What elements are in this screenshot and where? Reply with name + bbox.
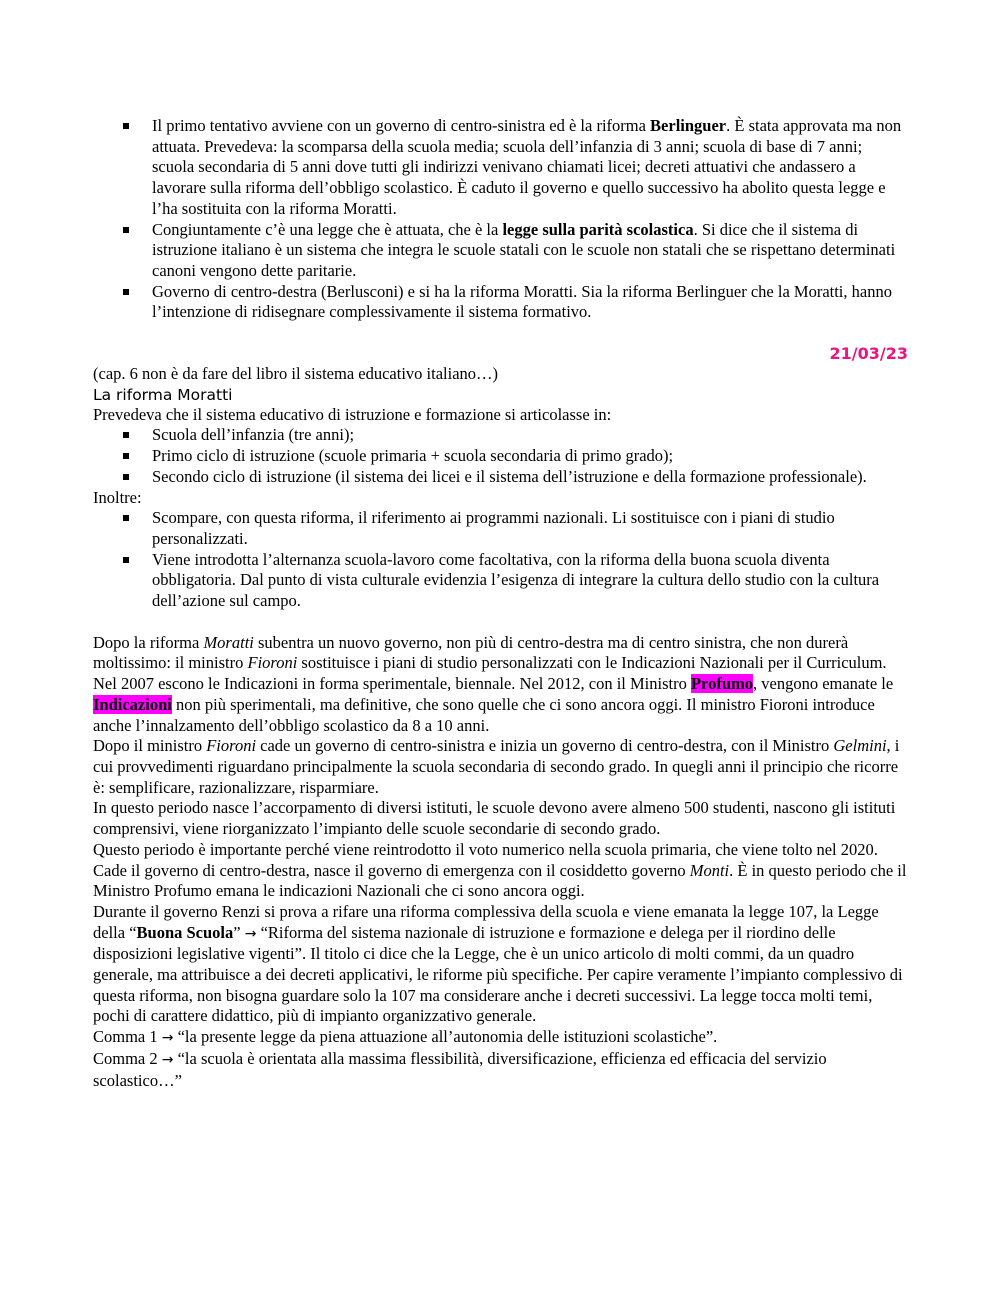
square-bullet-icon — [123, 557, 129, 563]
spacer — [93, 612, 908, 633]
square-bullet-icon — [123, 289, 129, 295]
paragraph-accorpamento: In questo periodo nasce l’accorpamento di diversi istituti, le scuole devono avere almeno 500 studenti, nascono gli istituti comprensivi, viene riorganizzato l’impianto delle scuole secondarie di secondo grado. — [93, 798, 896, 839]
inoltre-label: Inoltre: — [93, 487, 142, 507]
highlight-indicazioni: Indicazioni — [93, 694, 172, 714]
list-item: Governo di centro-destra (Berlusconi) e si ha la riforma Moratti. Sia la riforma Berlinguer che la Moratti, hanno l’intenzione di ridisegnare complessivamente il sistema formativo. — [93, 282, 908, 323]
paragraph-comma-2: Comma 2 → “la scuola è orientata alla massima flessibilità, diversificazione, efficienza ed efficacia del servizio scolastico…” — [93, 1048, 827, 1090]
list-item: Congiuntamente c’è una legge che è attuata, che è la legge sulla parità scolastica. Si dice che il sistema di istruzione italiano è un sistema che integra le scuole statali con le scuole non statali che se rispettano determinati canoni vengono dette paritarie. — [93, 220, 908, 282]
paragraph-monti: Cade il governo di centro-destra, nasce il governo di emergenza con il cosiddetto governo Monti. È in questo periodo che il Ministro Profumo emana le indicazioni Nazionali che ci sono ancora oggi. — [93, 860, 907, 901]
arrow-right-icon: → — [161, 1030, 174, 1047]
square-bullet-icon — [123, 227, 129, 233]
paragraph-gelmini: Dopo il ministro Fioroni cade un governo di centro-sinistra e inizia un governo di centro-destra, con il Ministro Gelmini, i cui provvedimenti riguardano principalmente la scuola secondaria di secondo grado. In quegli anni il principio che ricorre è: semplificare, razionalizzare, risparmiare. — [93, 736, 900, 797]
list-item: Scompare, con questa riforma, il riferimento ai programmi nazionali. Li sostituisce con i piani di studio personalizzati. — [93, 508, 908, 549]
lesson-date: 21/03/23 — [829, 344, 908, 364]
square-bullet-icon — [123, 474, 129, 480]
paragraph-voto: Questo periodo è importante perché viene reintrodotto il voto numerico nella scuola primaria, che viene tolto nel 2020. — [93, 839, 878, 859]
square-bullet-icon — [123, 515, 129, 521]
bullet-list-cycles — [93, 425, 908, 487]
square-bullet-icon — [123, 453, 129, 459]
bullet-list-reforms — [93, 116, 908, 323]
paragraph-comma-1: Comma 1 → “la presente legge da piena attuazione all’autonomia delle istituzioni scolastiche”. — [93, 1027, 718, 1047]
list-item: Scuola dell’infanzia (tre anni); — [93, 425, 908, 446]
arrow-right-icon: → — [244, 925, 257, 942]
list-item: Primo ciclo di istruzione (scuole primaria + scuola secondaria di primo grado); — [93, 446, 908, 467]
square-bullet-icon — [123, 123, 129, 129]
document-page — [93, 116, 908, 1091]
chapter-note: (cap. 6 non è da fare del libro il sistema educativo italiano…) — [93, 364, 499, 384]
paragraph-buona-scuola: Durante il governo Renzi si prova a rifare una riforma complessiva della scuola e viene emanata la legge 107, la Legge della “Buona Scuola” → “Riforma del sistema nazionale di istruzione e formazione e delega per il riordino delle disposizioni legislative vigenti”. Il titolo ci dice che la Legge, che è un unico articolo di molti commi, da un quadro generale, ma attribuisce a dei decreti applicativi, le riforme più specifiche. Per capire veramente l’impianto complessivo di questa riforma, non bisogna guardare solo la 107 ma considerare anche i decreti successivi. La legge tocca molti temi, pochi di carattere didattico, più di impianto organizzativo generale. — [93, 901, 903, 1026]
list-item: Il primo tentativo avviene con un governo di centro-sinistra ed è la riforma Berlinguer. È stata approvata ma non attuata. Prevedeva: la scomparsa della scuola media; scuola dell’infanzia di 3 anni; scuola di base di 7 anni; scuola secondaria di 5 anni dove tutti gli indirizzi venivano chiamati licei; decreti attuativi che andassero a lavorare sulla riforma dell’obbligo scolastico. È caduto il governo e quello successivo ha abolito questa legge e l’ha sostituita con la riforma Moratti. — [93, 116, 908, 220]
bullet-list-changes — [93, 508, 908, 612]
paragraph-fioroni: Dopo la riforma Moratti subentra un nuovo governo, non più di centro-destra ma di centro sinistra, che non durerà moltissimo: il ministro Fioroni sostituisce i piani di studio personalizzati con le Indicazioni Nazionali per il Curriculum. Nel 2007 escono le Indicazioni in forma sperimentale, biennale. Nel 2012, con il Ministro Profumo, vengono emanate le Indicazioni non più sperimentali, ma definitive, che sono quelle che ci sono ancora oggi. Il ministro Fioroni introduce anche l’innalzamento dell’obbligo scolastico da 8 a 10 anni. — [93, 632, 894, 735]
highlight-profumo: Profumo — [690, 674, 753, 694]
list-item: Viene introdotta l’alternanza scuola-lavoro come facoltativa, con la riforma della buona scuola diventa obbligatoria. Dal punto di vista culturale evidenzia l’esigenza di integrare la cultura dello studio con la cultura dell’azione sul campo. — [93, 550, 908, 612]
section-heading: La riforma Moratti — [93, 385, 233, 404]
square-bullet-icon — [123, 432, 129, 438]
list-item: Secondo ciclo di istruzione (il sistema dei licei e il sistema dell’istruzione e della formazione professionale). — [93, 467, 908, 488]
intro-paragraph: Prevedeva che il sistema educativo di istruzione e formazione si articolasse in: — [93, 404, 612, 424]
arrow-right-icon: → — [161, 1051, 174, 1068]
